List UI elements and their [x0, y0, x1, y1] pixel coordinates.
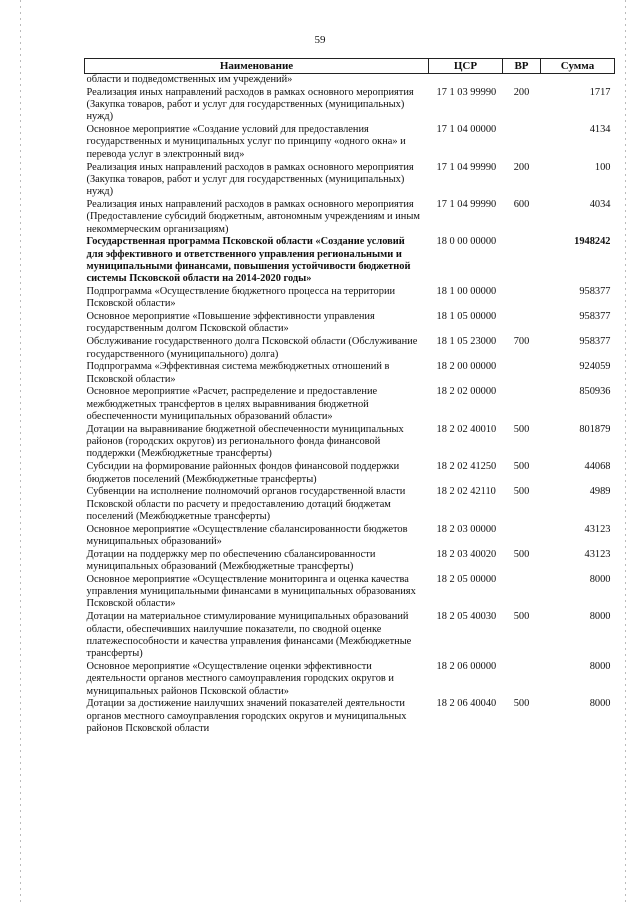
table-row — [85, 461, 615, 486]
table-body — [85, 74, 615, 736]
cell-csr: 17 1 04 99990 — [436, 198, 497, 210]
cell-sum: 8000 — [589, 698, 611, 710]
cell-name: Основное мероприятие «Осуществление оценки эффективности деятельности органов местного самоуправления городских округов и муниципальных районов Псковской области» — [86, 660, 394, 697]
cell-name: Подпрограмма «Эффективная система межбюджетных отношений в Псковской области» — [86, 361, 390, 385]
cell-csr: 18 2 03 40020 — [436, 548, 497, 560]
cell-vr — [503, 524, 541, 549]
cell-csr: 17 1 04 00000 — [436, 124, 497, 136]
cell-sum: 924059 — [579, 361, 611, 373]
cell-name: Дотации на выравнивание бюджетной обеспеченности муниципальных районов (городских округов) из регионального фонда финансовой поддержки (Межбюджетные трансферты) — [86, 423, 404, 460]
cell-csr: 18 2 02 42110 — [436, 486, 496, 498]
cell-sum — [541, 74, 615, 87]
cell-sum: 1717 — [589, 86, 611, 98]
table-row — [85, 386, 615, 423]
cell-name: Реализация иных направлений расходов в рамках основного мероприятия (Предоставление субсидий бюджетным, автономным учреждениям и иным некоммерческим организациям) — [86, 198, 420, 235]
cell-sum: 8000 — [589, 611, 611, 623]
cell-name: Реализация иных направлений расходов в рамках основного мероприятия (Закупка товаров, работ и услуг для государственных (муниципальных) нужд) — [86, 161, 414, 198]
cell-csr: 18 0 00 00000 — [436, 236, 497, 248]
cell-csr: 18 1 05 00000 — [436, 311, 497, 323]
table-row — [85, 87, 615, 124]
cell-sum: 43123 — [584, 548, 611, 560]
table-row — [85, 611, 615, 661]
cell-sum: 4989 — [589, 486, 611, 498]
cell-csr: 18 1 05 23000 — [436, 336, 497, 348]
cell-name: области и подведомственных им учреждений» — [86, 74, 293, 85]
header-name: Наименование — [85, 59, 429, 74]
table-row — [85, 524, 615, 549]
cell-csr: 18 1 00 00000 — [436, 286, 497, 298]
table-row — [85, 311, 615, 336]
cell-csr: 18 2 03 00000 — [436, 523, 497, 535]
cell-sum: 1948242 — [574, 236, 611, 248]
table-row — [85, 199, 615, 236]
cell-sum: 958377 — [579, 311, 611, 323]
cell-vr: 500 — [513, 461, 530, 473]
cell-vr: 700 — [513, 336, 530, 348]
cell-name: Субсидии на формирование районных фондов финансовой поддержки бюджетов поселений (Межбюджетные трансферты) — [86, 461, 400, 485]
budget-table-container — [84, 58, 614, 736]
cell-vr: 500 — [513, 486, 530, 498]
cell-sum: 100 — [594, 161, 611, 173]
cell-vr: 500 — [513, 611, 530, 623]
cell-vr: 500 — [513, 698, 530, 710]
cell-name: Подпрограмма «Осуществление бюджетного процесса на территории Псковской области» — [86, 286, 396, 310]
cell-sum: 8000 — [589, 660, 611, 672]
header-sum: Сумма — [541, 59, 615, 74]
cell-csr: 18 2 06 40040 — [436, 698, 497, 710]
cell-vr — [503, 574, 541, 611]
cell-sum: 4134 — [589, 124, 611, 136]
table-row — [85, 549, 615, 574]
cell-name: Обслуживание государственного долга Псковской области (Обслуживание государственного (муниципального) долга) — [86, 336, 418, 360]
cell-sum: 8000 — [589, 573, 611, 585]
cell-vr — [503, 361, 541, 386]
cell-sum: 801879 — [579, 423, 611, 435]
cell-name: Основное мероприятие «Осуществление сбалансированности бюджетов муниципальных образований» — [86, 523, 408, 547]
header-vr: ВР — [503, 59, 541, 74]
cell-sum: 43123 — [584, 523, 611, 535]
header-csr: ЦСР — [429, 59, 503, 74]
cell-name: Дотации на материальное стимулирование муниципальных образований области, обеспечивших наилучшие показатели, по сводной оценке платежеспособности и качества управления финансами (Межбюджетные трансферты) — [86, 611, 412, 660]
cell-vr: 600 — [513, 198, 530, 210]
cell-vr — [503, 386, 541, 423]
table-row — [85, 361, 615, 386]
table-row — [85, 574, 615, 611]
cell-vr: 500 — [513, 423, 530, 435]
cell-sum: 44068 — [584, 461, 611, 473]
cell-sum: 958377 — [579, 336, 611, 348]
scan-edge-left — [20, 0, 21, 905]
table-row — [85, 661, 615, 698]
cell-vr — [503, 124, 541, 161]
cell-csr — [429, 74, 503, 87]
cell-vr — [503, 236, 541, 286]
cell-name: Дотации на поддержку мер по обеспечению сбалансированности муниципальных образований (Межбюджетные трансферты) — [86, 548, 376, 573]
cell-csr: 18 2 02 41250 — [436, 461, 497, 473]
page-number: 59 — [314, 34, 326, 46]
cell-csr: 18 2 06 00000 — [436, 660, 497, 672]
scan-edge-right — [625, 0, 626, 905]
table-row — [85, 698, 615, 735]
table-row — [85, 424, 615, 461]
table-row — [85, 486, 615, 523]
cell-name: Реализация иных направлений расходов в рамках основного мероприятия (Закупка товаров, работ и услуг для государственных (муниципальных) нужд) — [86, 86, 414, 123]
cell-csr: 18 2 00 00000 — [436, 361, 497, 373]
cell-vr — [503, 661, 541, 698]
cell-sum: 4034 — [589, 198, 611, 210]
cell-name: Субвенции на исполнение полномочий органов государственной власти Псковской области по расчету и предоставлению дотаций бюджетам поселений (Межбюджетные трансферты) — [86, 486, 406, 522]
cell-vr — [503, 74, 541, 87]
cell-sum: 850936 — [579, 386, 611, 398]
cell-name: Основное мероприятие «Расчет, распределение и предоставление межбюджетных трансфертов в целях выравнивания бюджетной обеспеченности муниципальных образований области» — [86, 386, 378, 423]
table-row — [85, 336, 615, 361]
cell-vr — [503, 311, 541, 336]
cell-vr: 500 — [513, 548, 530, 560]
cell-name: Основное мероприятие «Повышение эффективности управления государственным долгом Псковской области» — [86, 311, 375, 335]
cell-csr: 18 2 05 00000 — [436, 573, 497, 585]
cell-name: Основное мероприятие «Осуществление мониторинга и оценка качества управления муниципальными финансами в муниципальных образованиях Псковской области» — [86, 573, 416, 610]
cell-csr: 18 2 02 00000 — [436, 386, 497, 398]
budget-table — [84, 58, 615, 736]
cell-name: Государственная программа Псковской области «Создание условий для эффективного и ответственного управления региональными и муниципальными финансами, повышения устойчивости бюджетной системы Псковской области на 2014-2020 годы» — [86, 236, 411, 285]
table-header-row — [85, 59, 615, 74]
cell-csr: 18 2 05 40030 — [436, 611, 497, 623]
cell-vr — [503, 286, 541, 311]
table-row — [85, 74, 615, 87]
table-row — [85, 162, 615, 199]
cell-vr: 200 — [513, 161, 530, 173]
cell-csr: 18 2 02 40010 — [436, 423, 497, 435]
table-row — [85, 236, 615, 286]
cell-csr: 17 1 04 99990 — [436, 161, 497, 173]
cell-csr: 17 1 03 99990 — [436, 86, 497, 98]
cell-vr: 200 — [513, 86, 530, 98]
table-row — [85, 286, 615, 311]
table-row — [85, 124, 615, 161]
cell-name: Дотации за достижение наилучших значений показателей деятельности органов местного самоуправления городских округов и муниципальных районов Псковской области — [86, 698, 407, 734]
cell-sum: 958377 — [579, 286, 611, 298]
cell-name: Основное мероприятие «Создание условий для предоставления государственных и муниципальных услуг по принципу «одного окна» и перевода услуг в электронный вид» — [86, 124, 406, 160]
